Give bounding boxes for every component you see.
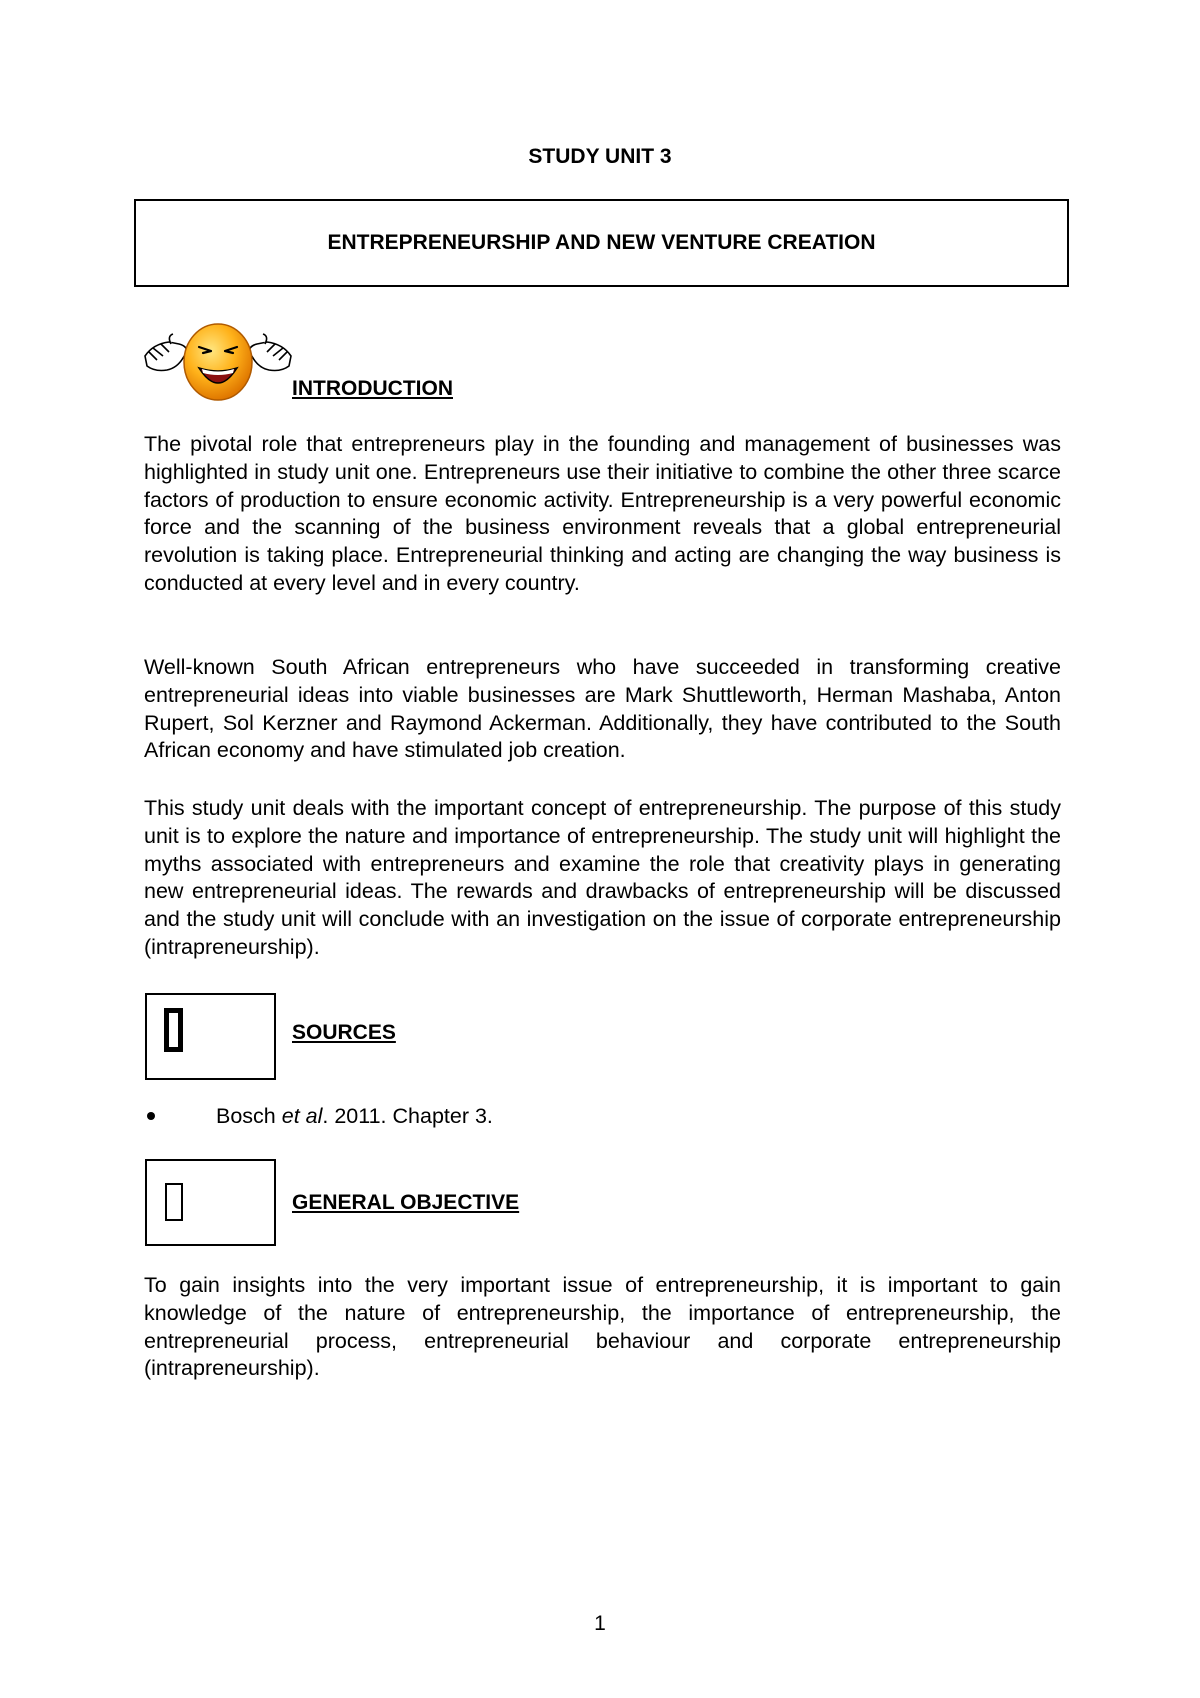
sources-icon-box	[145, 993, 276, 1080]
general-objective-heading: GENERAL OBJECTIVE	[292, 1191, 520, 1214]
unit-title-box	[134, 199, 1069, 287]
right-hand-icon	[249, 334, 291, 371]
introduction-paragraph-2: Well-known South African entrepreneurs who have succeeded in transforming creative entrepreneurial ideas into viable businesses are Mark Shuttleworth, Herman Mashaba, Anton Rupert, Sol Kerzner and Raymond Ackerman. Additionally, they have contributed to the South African economy and have stimulated job creation.	[144, 655, 1061, 763]
laughing-smiley-icon	[143, 322, 293, 402]
target-objective-icon	[165, 1183, 183, 1221]
source-citation	[216, 1102, 493, 1130]
page-number: 1	[594, 1612, 606, 1635]
introduction-paragraph-3: This study unit deals with the important concept of entrepreneurship. The purpose of this study unit is to explore the nature and importance of entrepreneurship. The study unit will highlight the myths associated with entrepreneurs and examine the role that creativity plays in generating new entrepreneurial ideas. The rewards and drawbacks of entrepreneurship will be discussed and the study unit will conclude with an investigation on the issue of corporate entrepreneurship (intrapreneurship).	[144, 796, 1061, 959]
study-unit-label: STUDY UNIT 3	[528, 145, 672, 168]
book-sources-icon	[164, 1008, 183, 1052]
bullet-icon	[147, 1112, 155, 1120]
introduction-heading: INTRODUCTION	[292, 377, 453, 400]
unit-title: ENTREPRENEURSHIP AND NEW VENTURE CREATION	[327, 231, 876, 254]
sources-heading: SOURCES	[292, 1021, 396, 1044]
source-details: . 2011. Chapter 3.	[322, 1104, 493, 1128]
introduction-paragraph-1: The pivotal role that entrepreneurs play in the founding and management of businesses was highlighted in study unit one. Entrepreneurs use their initiative to combine the other three scarce factors of production to ensure economic activity. Entrepreneurship is a very powerful economic force and the scanning of the business environment reveals that a global entrepreneurial revolution is taking place. Entrepreneurial thinking and acting are changing the way business is conducted at every level and in every country.	[144, 432, 1061, 595]
left-hand-icon	[145, 334, 187, 371]
general-objective-text: To gain insights into the very important issue of entrepreneurship, it is important to gain knowledge of the nature of entrepreneurship, the importance of entrepreneurship, the entrepreneurial process, entrepreneurial behaviour and corporate entrepreneurship (intrapreneurship).	[144, 1273, 1061, 1381]
source-author: Bosch	[216, 1104, 282, 1128]
source-etal: et al	[281, 1104, 323, 1128]
objective-icon-box	[145, 1159, 276, 1246]
